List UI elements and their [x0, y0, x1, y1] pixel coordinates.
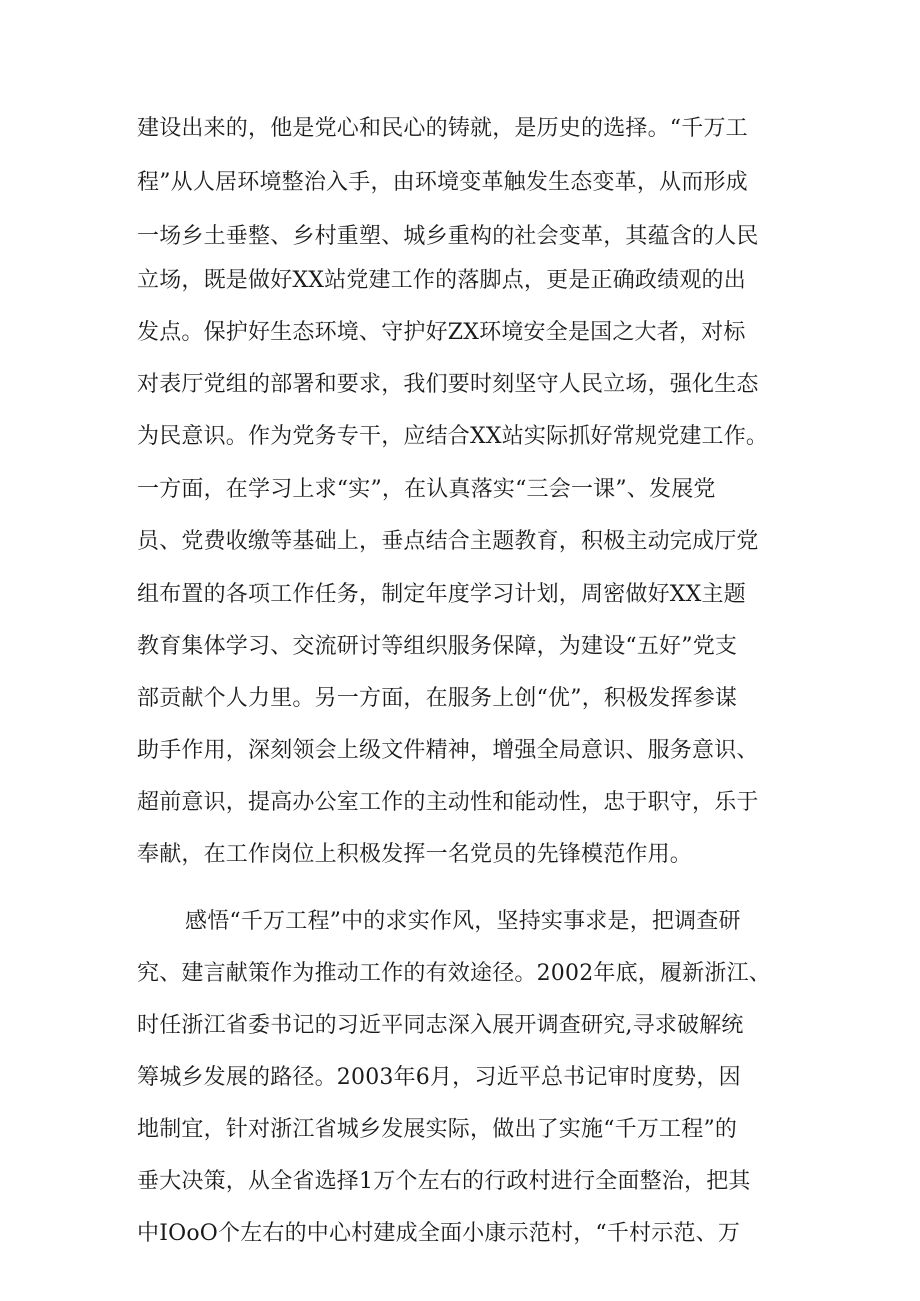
paragraph-1-line-9: 员、党费收缴等基础上，垂点结合主题教育，积极主动完成厅党	[137, 529, 759, 554]
paragraph-1-line-3: 一场乡土垂整、乡村重塑、城乡重构的社会变革，其蕴含的人民	[137, 224, 759, 249]
paragraph-2-line-6: 垂大决策，从全省选择1万个左右的行政村进行全面整治，把其	[137, 1169, 751, 1194]
paragraph-1-line-6: 对表厅党组的部署和要求，我们要时刻坚守人民立场，强化生态	[137, 372, 759, 397]
paragraph-1-line-4: 立场，既是做好XX站党建工作的落脚点，更是正确政绩观的出	[137, 268, 746, 293]
paragraph-1-line-10: 组布置的各项工作任务，制定年度学习计划，周密做好XX主题	[137, 582, 746, 607]
paragraph-1-line-12: 部贡献个人力里。另一方面，在服务上创“优”，积极发挥参谋	[137, 686, 738, 711]
paragraph-2-line-3: 时任浙江省委书记的习近平同志深入展开调查研究,寻求破解统	[137, 1013, 744, 1038]
paragraph-1-line-8: 一方面，在学习上求“实”，在认真落实“三会一课”、发展党	[137, 477, 716, 502]
paragraph-1-line-15: 奉献，在工作岗位上积极发挥一名党员的先锋模范作用。	[137, 842, 693, 867]
paragraph-2-line-1: 感悟“千万工程”中的求实作风，坚持实事求是，把调查研	[185, 909, 741, 934]
paragraph-2-line-5: 地制宜，针对浙江省城乡发展实际，做出了实施“千万工程”的	[137, 1117, 738, 1142]
paragraph-1-line-13: 助手作用，深刻领会上级文件精神，增强全局意识、服务意识、	[137, 738, 759, 763]
paragraph-1-line-14: 超前意识，提高办公室工作的主动性和能动性，忠于职守，乐于	[137, 790, 759, 815]
paragraph-2-line-4: 筹城乡发展的路径。2003年6月，习近平总书记审时度势，因	[137, 1065, 741, 1090]
paragraph-1-line-2: 程”从人居环境整治入手，由环境变革触发生态变革，从而形成	[137, 170, 748, 195]
paragraph-1-line-5: 发点。保护好生态环境、守护好ZX环境安全是国之大者，对标	[137, 320, 746, 345]
paragraph-2-line-7: 中IOoO个左右的中心村建成全面小康示范村，“千村示范、万	[137, 1221, 741, 1246]
paragraph-1-line-7: 为民意识。作为党务专干，应结合XX站实际抓好常规党建工作。	[137, 424, 769, 449]
paragraph-2-line-2: 究、建言献策作为推动工作的有效途径。2002年底，履新浙江、	[137, 961, 771, 986]
paragraph-1-line-11: 教育集体学习、交流研讨等组织服务保障，为建设“五好”党支	[137, 634, 738, 659]
paragraph-1-line-1: 建设出来的，他是党心和民心的铸就，是历史的选择。“千万工	[137, 116, 748, 141]
